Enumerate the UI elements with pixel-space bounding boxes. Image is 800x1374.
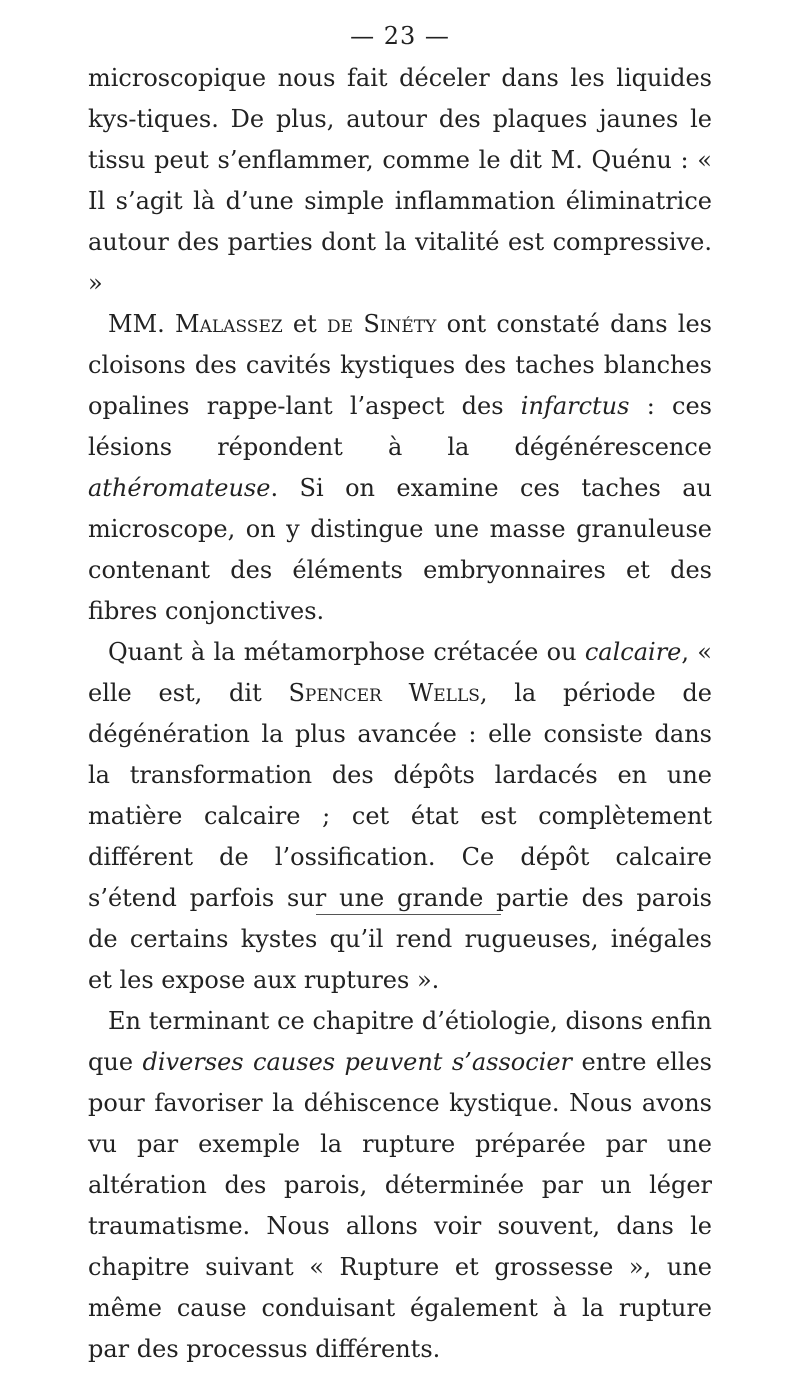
text-segment: Quant à la métamorphose crétacée ou xyxy=(108,638,585,666)
text-segment: ont constaté dans les cloisons des cavités kystiques des taches blanches opalines rappe-lant l’aspect des xyxy=(88,310,712,420)
italic-term-infarctus: infarctus xyxy=(520,392,630,420)
text-segment: : ces lésions répondent à la dégénérescence xyxy=(88,392,712,461)
body-text xyxy=(88,58,712,1370)
text-segment: microscopique nous fait déceler dans les liquides kys-tiques. De plus, autour des plaques jaunes le tissu peut s’enflammer, comme le dit M. Quénu : « Il s’agit là d’une simple inflammation éliminatrice autour des parties dont la vitalité est compressive. » xyxy=(88,64,712,297)
text-segment: . Si on examine ces taches au microscope, on y distingue une masse granuleuse contenant des éléments embryonnaires et des fibres conjonctives. xyxy=(88,474,712,625)
italic-term-atheromateuse: athéromateuse xyxy=(88,474,271,502)
text-segment: En terminant ce chapitre d’étiologie, disons enfin que xyxy=(88,1007,712,1076)
page-number: — 23 — xyxy=(350,22,450,50)
paragraph-4 xyxy=(88,1001,712,1370)
text-segment: , la période de dégénération la plus avancée : elle consiste dans la transformation des dépôts lardacés en une matière calcaire ; cet état est complètement différent de l’ossification. Ce dépôt calcaire s’étend parfois sur une grande partie des parois de certains kystes qu’il rend rugueuses, inégales et les expose aux ruptures ». xyxy=(88,679,712,994)
italic-term-calcaire: calcaire xyxy=(584,638,682,666)
author-name-de-sinety: de Sinéty xyxy=(327,310,437,338)
text-segment: , « elle est, dit xyxy=(88,638,712,707)
author-name-malassez: Malassez xyxy=(175,310,283,338)
text-segment: MM. xyxy=(108,310,176,338)
paragraph-3 xyxy=(88,632,712,1001)
italic-phrase-diverses-causes: diverses causes peuvent s’associer xyxy=(142,1048,573,1076)
text-segment: entre elles pour favoriser la déhiscence kystique. Nous avons vu par exemple la rupture préparée par une altération des parois, déterminée par un léger traumatisme. Nous allons voir souvent, dans le chapitre suivant « Rupture et grossesse », une même cause conduisant également à la rupture par des processus différents. xyxy=(88,1048,712,1363)
paragraph-1 xyxy=(88,58,712,304)
section-divider-rule xyxy=(316,914,501,915)
text-segment: et xyxy=(282,310,328,338)
paragraph-2 xyxy=(88,304,712,632)
author-name-spencer-wells: Spencer Wells xyxy=(288,679,480,707)
